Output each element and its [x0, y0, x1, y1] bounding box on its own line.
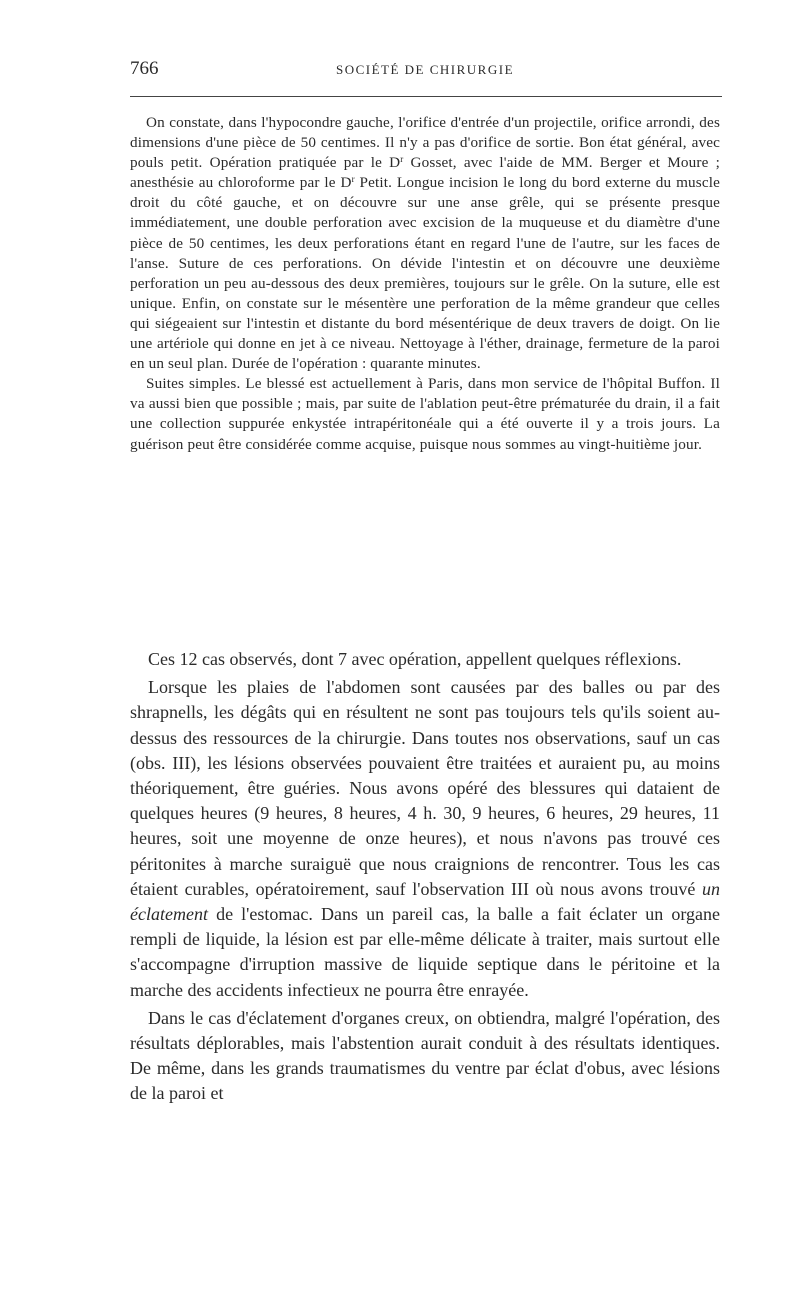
superscript: r: [351, 174, 355, 185]
text-run: On constate, dans l'hypocondre gauche, l'orifice d'entrée d'un projectile, orifice arrondi, des dimensions d'une pièce de 50 centimes. Il n'y a pas d'orifice de sortie. Bon état général, avec pouls petit. Opération pratiquée par le D: [130, 114, 720, 172]
observation-block: [130, 113, 720, 455]
observation-paragraph: [130, 113, 720, 374]
body-paragraph: Dans le cas d'éclatement d'organes creux, on obtiendra, malgré l'opération, des résultats déplorables, mais l'abstention aurait conduit à des résultats identiques. De même, dans les grands traumatismes du ventre par éclat d'obus, avec lésions de la paroi et: [130, 1007, 720, 1104]
text-run: Petit. Longue incision le long du bord externe du muscle droit du côté gauche, et on découvre sur une anse grêle, qui se présente presque immédiatement, une double perforation avec excision de la muqueuse et du diamètre d'une pièce de 50 centimes, les deux perforations étant en regard l'une de l'autre, sur les faces de l'anse. Suture de ces perforations. On dévide l'intestin et on découvre une deuxième perforation un peu au-dessous des deux premières, toujours sur le grêle. On la suture, elle est unique. Enfin, on constate sur le mésentère une perforation de la même grandeur que celles qui siégeaient sur l'intestin et distante du bord mésentérique de deux travers de doigt. On lie une artériole qui donne en jet à ce niveau. Nettoyage à l'éther, drainage, fermeture de la paroi en un seul plan. Durée de l'opération : quarante minutes.: [130, 174, 720, 373]
body-text: [130, 647, 720, 1107]
text-run: de l'estomac. Dans un pareil cas, la balle a fait éclater un organe rempli de liquide, la lésion est par elle-même délicate à traiter, mais surtout elle s'accompagne d'irruption massive de liquide septique dans le péritoine et la marche des accidents infectieux ne pourra être enrayée.: [130, 904, 720, 1000]
body-paragraph: [130, 675, 720, 1003]
journal-title: SOCIÉTÉ DE CHIRURGIE: [335, 62, 515, 77]
italic-text: un éclatement: [130, 878, 720, 925]
text-run: Lorsque les plaies de l'abdomen sont causées par des balles ou par des shrapnells, les dégâts qui en résultent ne sont pas toujours tels qu'ils soient au-dessus des ressources de la chirurgie. Dans toutes nos observations, sauf un cas (obs. III), les lésions observées pouvaient être traitées et auraient pu, au moins théoriquement, être guéries. Nous avons opéré des blessures qui dataient de quelques heures (9 heures, 8 heures, 4 h. 30, 9 heures, 6 heures, 29 heures, 11 heures, soit une moyenne de onze heures), et nous n'avons pas trouvé ces péritonites à marche suraiguë que nous craignions de rencontrer. Tous les cas étaient curables, opératoirement, sauf l'observation III où nous avons trouvé: [130, 677, 720, 899]
superscript: r: [400, 154, 404, 165]
header-rule: [130, 96, 722, 97]
observation-paragraph: Suites simples. Le blessé est actuellement à Paris, dans mon service de l'hôpital Buffon. Il va aussi bien que possible ; mais, par suite de l'ablation peut-être prématurée du drain, il a fait une collection suppurée enkystée intrapéritonéale qui a été ouverte il y a trois jours. La guérison peut être considérée comme acquise, puisque nous sommes au vingt-huitième jour.: [130, 375, 720, 453]
body-paragraph: Ces 12 cas observés, dont 7 avec opération, appellent quelques réflexions.: [148, 649, 682, 669]
running-head: [130, 58, 720, 84]
text-run: Gosset, avec l'aide de MM. Berger et Moure ; anesthésie au chloroforme par le D: [130, 154, 720, 192]
page-number: 766: [130, 58, 159, 79]
